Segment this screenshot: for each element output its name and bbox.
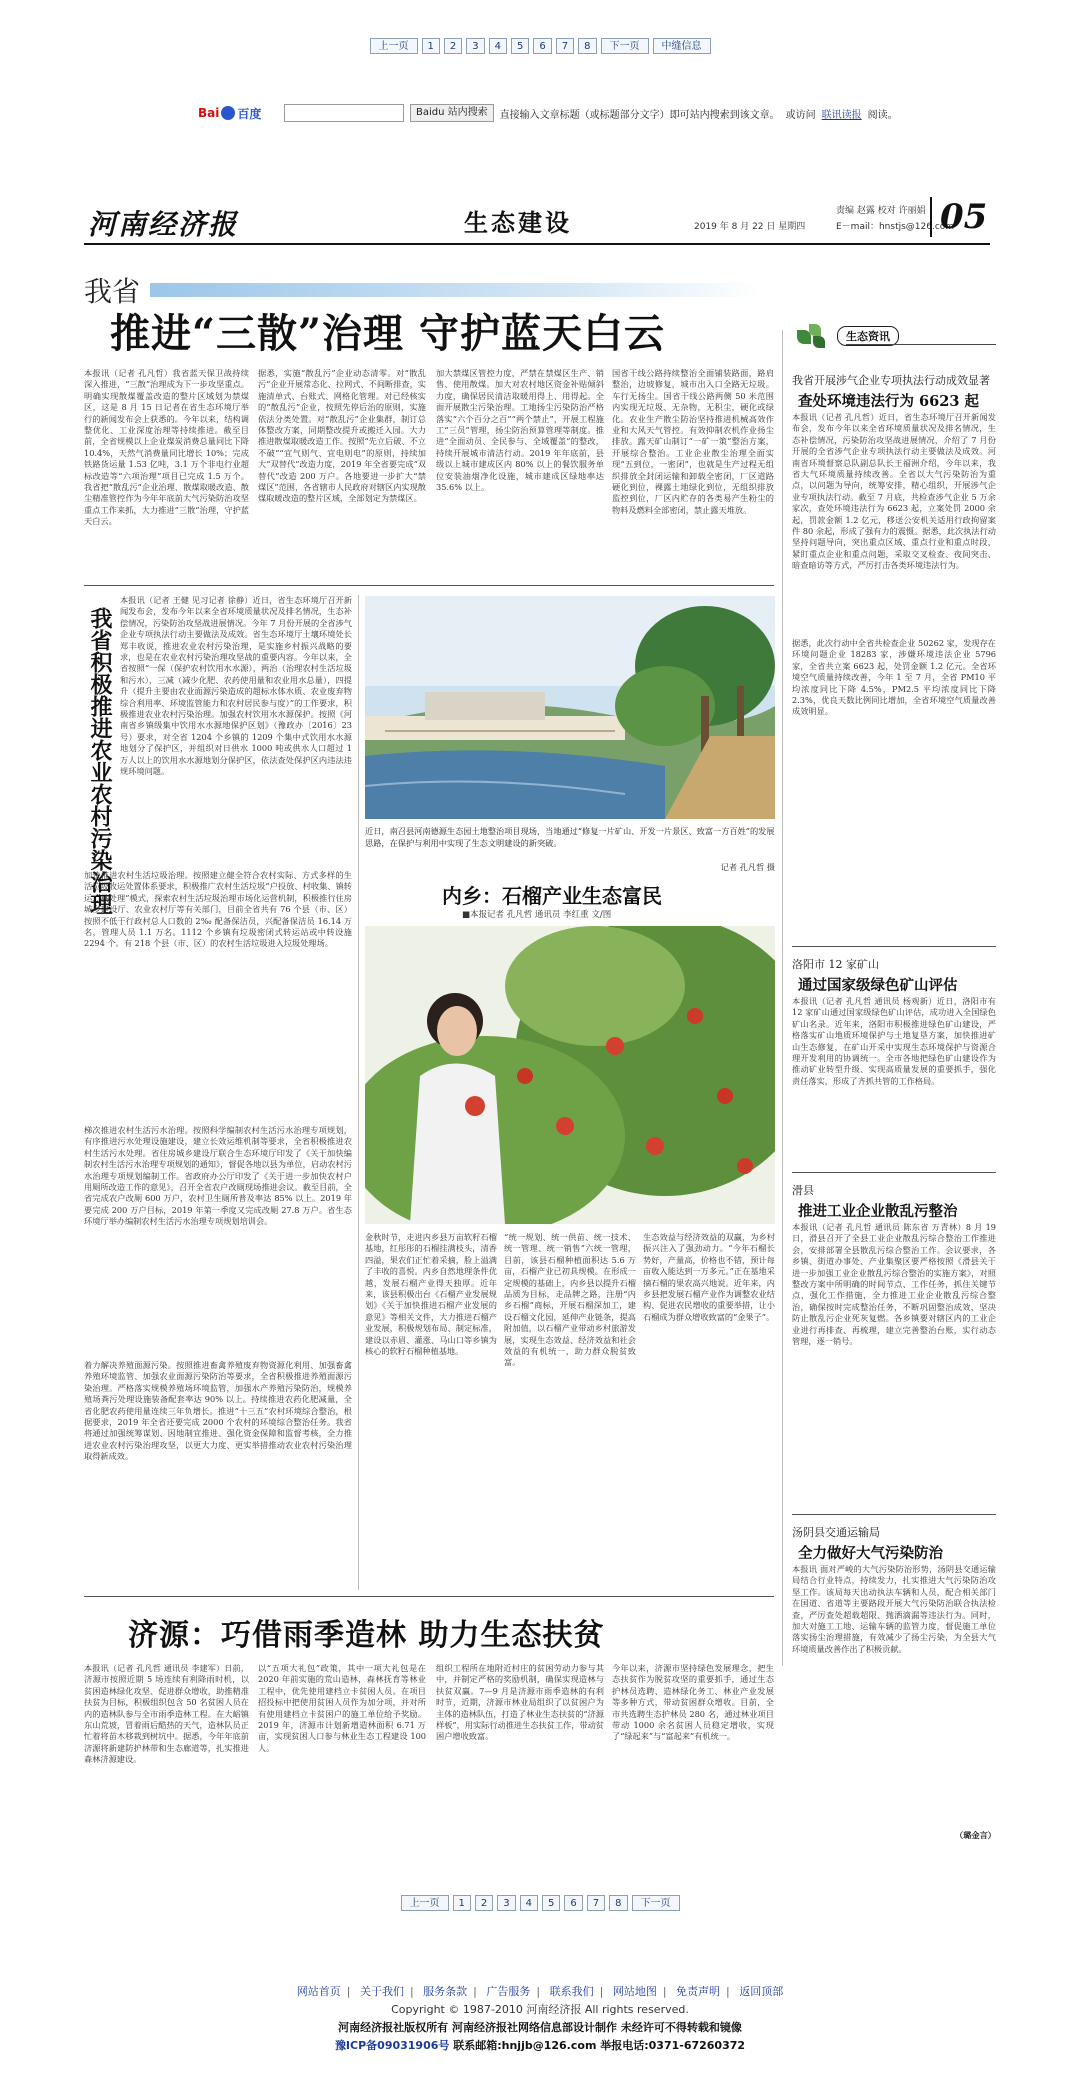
owner-notice: 河南经济报社版权所有 河南经济报社网络信息部设计制作 未经许可不得转载和镜像 (338, 2021, 742, 2034)
sidebar-item-3-headline[interactable]: 推进工业企业散乱污整治 (798, 1203, 958, 1220)
lead-headline[interactable]: 推进“三散”治理 守护蓝天白云 (110, 310, 665, 357)
divider (792, 1172, 996, 1173)
sidebar-item-1-body-2: 据悉，此次行动中全省共检查企业 50262 家，发现存在环境问题企业 18283 家，涉嫌环境违法企业 5796 家，全省共立案 6623 起，处罚金额 1.2 亿元。全省环境空气质量持续改善，今年 1 至 7 月，全省 PM10 平均浓度同比下降 4.5%，PM2.5 平均浓度同比下降 2.3%，优良天数比例同比增加，全省环境空气质量改善成效明显。 (792, 638, 996, 717)
rural-column-1c: 梯次推进农村生活污水治理。按照科学编制农村生活污水治理专项规划，有序推进污水处理设施建设，建立长效运维机制等要求，全省积极推进农村生活污水处理。省住房城乡建设厅联合生态环境厅印发了《关于加快编制农村生活污水治理专项规划的通知》，督促各地以县为单位，启动农村污水治理专项规划编制工作。省政府办公厅印发了《关于进一步加快农村户用厕所改造工作的意见》，召开全省农户改厕现场推进会议。截至目前，全省完成农户改厕 600 万户，农村卫生厕所普及率达 85% 以上。2019 年要完成 200 万户目标，2019 年第一季度又完成改厕 27.8 万户。省生态环境厅举办编制农村生活污水治理专项规划培训会。 (84, 1125, 352, 1227)
pomegranate-column-2: “统一规划、统一供苗、统一技术、统一管理、统一销售”六统一管理，目前，该县石榴种植面积达 5.6 万亩，石榴产业已初具规模。在形成一定规模的基础上，内乡县以提升石榴品质为目标，走品牌之路，注册“内乡石榴”商标，开展石榴深加工，建设石榴文化园，延伸产业链条，提高附加值，以石榴产业带动乡村旅游发展，实现生态效益、经济效益和社会效益的有机统一，助力群众脱贫致富。 (504, 1232, 636, 1368)
pager-page-3[interactable]: 3 (497, 1895, 515, 1911)
jiyuan-column-1: 本报讯（记者 孔凡哲 通讯员 李建军）日前，济源市按照近期 5 场连续有利降雨时机，以贫困造林绿化攻坚、促进群众增收，助推精准扶贫为目标，积极组织包含 50 名贫困人员在内的造林队参与全市雨季造林工程。在大峪镇东山荒坡，冒着雨后酷热的天气，造林队员正忙着将苗木移栽到树坑中。据悉，今年年底前济源将新建防护林带和生态廊道等，扎实推进森林济源建设。 (84, 1663, 249, 1765)
rural-column-1b: 加快推进农村生活垃圾治理。按照建立健全符合农村实际、方式多样的生活垃圾收运处置体系要求，积极推广农村生活垃圾“户投放、村收集、镇转运、县处理”模式，探索农村生活垃圾治理市场化运营机制，积极推行住房城乡建设厅、农业农村厅等有关部门，目前全省共有 76 个县（市、区）按照不低于行政村总人口数的 2‰ 配备保洁员，兴配备保洁员 16.14 万名，管理人员 1.1 万名。1112 个乡镇有垃圾密闭式转运站或中转设施 2294 个。有 218 个县（市、区）的农村生活垃圾进入垃圾处理场。 (84, 870, 352, 949)
sidebar-header (795, 322, 899, 350)
jiyuan-column-2: 以“五项大礼包”政策，其中一项大礼包是在 2020 年前实施的荒山造林，森林抚育等林业工程中，优先使用建档立卡贫困人员。在项目招投标中把使用贫困人员作为加分项，并对所有使用建档立卡贫困户的施工单位给予奖励。2019 年，济源市计划新增造林面积 6.71 万亩，实现贫困人口参与林业生态工程建设 100 人。 (258, 1663, 426, 1753)
divider (792, 946, 996, 947)
pager-next-button[interactable]: 下一页 (632, 1895, 680, 1911)
lead-column-4: 国省干线公路持续整治全面铺装路面，路肩整治，边坡修复，城市出入口全路无垃圾。车行无扬尘。国省干线公路两侧 50 米范围内实现无垃圾、无杂物，无积尘，硬化或绿化。农业生产散尘防治坚持推进机械高效作业和大风天气管控。有效抑制农机作业扬尘排放。露天矿山制订“一矿一策”整治方案，开展综合整治。工业企业散尘治理全面实现“五到位，一密闭”，也就是生产过程无组织排放全封闭运输和卸载全密闭，厂区道路硬化到位，裸露土地绿化到位，无组织排放监控到位，厂区内贮存的各类易产生粉尘的物料及燃料全部密闭，禁止露天堆放。 (612, 368, 774, 515)
copyright: Copyright © 1987-2010 河南经济报 All rights reserved. (391, 2003, 689, 2016)
pager-page-7[interactable]: 7 (587, 1895, 605, 1911)
search-or: 或访问 (785, 109, 816, 121)
footer-link-disclaimer[interactable]: 免责声明 (676, 1985, 721, 1998)
pager-page-5[interactable]: 5 (542, 1895, 560, 1911)
sidebar-item-4-headline[interactable]: 全力做好大气污染防治 (798, 1545, 943, 1562)
pomegranate-photo (365, 926, 775, 1224)
lead-column-2: 据悉，实施“散乱污”企业动态清零。对“散乱污”企业开展常态化、拉网式、不间断排查，实施清单式、台账式、网格化管理。对已经核实的“散乱污”企业，按照先停后治的原则，实施依法分类处置。对“散乱污”企业集群，制订总体整改方案，同期整改提升或搬迁入园。大力推进散煤取暖改造工作。按照“先立后破、不立不破”“宜气则气、宜电则电”的原则，持续加大“双替代”改造力度，2019 年全省要完成“双替代”改造 200 万户。各地要进一步扩大“禁煤区”范围，各省辖市人民政府对辖区内实现散煤取暖改造的整片区域，全部划定为禁煤区。 (258, 368, 426, 504)
pager-page-3[interactable]: 3 (466, 38, 484, 54)
divider (84, 1596, 774, 1597)
leaf-icon (795, 322, 831, 350)
pager-page-7[interactable]: 7 (556, 38, 574, 54)
pager-next-button[interactable]: 下一页 (601, 38, 649, 54)
sidebar-item-2-kicker: 洛阳市 12 家矿山 (792, 958, 879, 971)
sidebar-item-2-body: 本报讯（记者 孔凡哲 通讯员 杨观新）近日，洛阳市有 12 家矿山通过国家级绿色矿山评估，成功进入全国绿色矿山名录。近年来，洛阳市积极推进绿色矿山建设，严格落实矿山地质环境保护与土地复垦方案，加快推进矿山生态修复，在矿山开采中实现生态环境保护与资源合理开发利用的协调统一。全市各地把绿色矿山建设作为推动矿业转型升级、实现高质量发展的重要抓手，强化责任落实，形成了齐抓共管的工作格局。 (792, 996, 996, 1086)
pager-page-1[interactable]: 1 (453, 1895, 471, 1911)
sidebar-item-3-body: 本报讯（记者 孔凡哲 通讯员 陈东省 万青林）8 月 19 日，滑县召开了全县工业企业散乱污综合整治工作推进会，安排部署全县散乱污综合整治工作。会议要求，各乡镇、街道办事处、产业集聚区要严格按照《滑县关于进一步加强工业企业散乱污综合整治的实施方案》，对照整改方案中所明确的时间节点、工作任务，抓住关键节点，强化工作措施，全力推进工业企业散乱污综合整治，确保按时完成整治任务，不断巩固整治成效，坚决防止散乱污企业死灰复燃。各乡镇要对辖区内的工业企业进行再排查、再梳理，建立完善整治台账，实行动态管理，逐一销号。 (792, 1222, 996, 1347)
contact-line (0, 2037, 1080, 2053)
orchard-photo-icon (365, 926, 775, 1224)
rural-column-1d: 着力解决养殖面源污染。按照推进畜禽养殖废弃物资源化利用、加强畜禽养殖环境监管、加强农业面源污染防治等要求，全省积极推进养殖面源污染治理。严格落实规模养殖场环境监管，加强水产养殖污染防治，规模养殖场粪污处理设施装备配套率达 90% 以上。持续推进农药化肥减量，全省化肥农药使用量连续三年负增长。推进“十三五”农村环境综合整治，根据要求，2019 年全省还要完成 2000 个农村的环境综合整治任务。我省将通过加强统筹谋划、因地制宜推进、强化资金保障和监督考核，全力推进农业农村污染治理攻坚，以更大力度、更实举措推动农业农村污染治理取得新成效。 (84, 1360, 352, 1462)
pomegranate-column-1: 金秋时节，走进内乡县万亩软籽石榴基地，红彤彤的石榴挂满枝头，清香四溢，果农们正忙着采摘，脸上溢满了丰收的喜悦。内乡自然地理条件优越，发展石榴产业得天独厚。近年来，该县积极出台《石榴产业发展规划》《关于加快推进石榴产业发展的意见》等相关文件，大力推进石榴产业发展，积极规划布局、制定标准，建设以赤眉、灌涨、马山口等乡镇为核心的软籽石榴种植基地。 (365, 1232, 497, 1357)
jiyuan-column-3: 组织工程所在地附近村庄的贫困劳动力参与其中，并制定严格的奖励机制，确保实现造林与扶贫双赢。7—9 月是济源市雨季造林的有利时节，近期，济源市林业局组织了以贫困户为主体的造林队伍，打造了林业生态扶贫的“济源样板”，用实际行动推进生态扶贫工作，带动贫困户增收致富。 (436, 1663, 604, 1742)
photo-credit: 记者 孔凡哲 摄 (720, 862, 775, 872)
search-input[interactable] (284, 104, 404, 122)
footer-link-sitemap[interactable]: 网站地图 (612, 1985, 657, 1998)
pager-bottom (0, 1895, 1080, 1911)
sidebar-item-2-headline[interactable]: 通过国家级绿色矿山评估 (798, 977, 958, 994)
pager-outline-button[interactable]: 中缝信息 (653, 38, 711, 54)
jiyuan-headline[interactable]: 济源：巧借雨季造林 助力生态扶贫 (128, 1618, 605, 1653)
sidebar-item-3-kicker: 滑县 (792, 1184, 814, 1197)
sidebar-item-4-author: （璐金言） (955, 1830, 996, 1840)
editors: 责编 赵露 校对 许丽娟 (836, 206, 926, 216)
pager-page-2[interactable]: 2 (444, 38, 462, 54)
search-hint: 直接输入文章标题（或标题部分文字）即可站内搜索到该文章。 (499, 109, 780, 121)
site-search (198, 104, 898, 122)
pager-page-1[interactable]: 1 (422, 38, 440, 54)
sidebar-divider (782, 330, 783, 1666)
rural-headline[interactable]: 我省积极推进农业农村污染治理 (87, 607, 113, 915)
pomegranate-byline: ■本报记者 孔凡哲 通讯员 李红重 文/图 (462, 910, 612, 920)
rural-column-1a: 本报讯（记者 王健 见习记者 徐静）近日，省生态环境厅召开新闻发布会，发布今年以来全省环境质量状况及排名情况，生态补偿情况，污染防治攻坚战进展情况。今年 7 月份开展的全省涉气企业专项执法行动主要做法及成效。省生态环境厅土壤环境处长郑丰收说，推进农业农村污染治理，是实施乡村振兴战略的要求，也是在农业农村污染治理攻坚战的重要内容。今年以来，全省按照“一保（保护农村饮用水水源），两治（治理农村生活垃圾和污水），三减（减少化肥、农药使用量和农业用水总量），四提升（提升主要由农业面源污染造成的超标水体水质、农业废弃物综合利用率、环境监管能力和农村居民参与度）”的工作要求，积极推进农业农村污染治理。加强农村饮用水水源保护。按照《河南省乡镇级集中饮用水水源地保护区划》（豫政办〔2016〕23 号）要求，对全省 1204 个乡镇的 1209 个集中式饮用水水源地划分了保护区，并组织对日供水 1000 吨或供水人口超过 1 万人以上的饮用水水源地划分保护区，依法查处保护区内违法违规环境问题。 (120, 595, 352, 777)
footer-link-contact[interactable]: 联系我们 (549, 1985, 594, 1998)
footer-link-terms[interactable]: 服务条款 (423, 1985, 468, 1998)
footer-link-home[interactable]: 网站首页 (296, 1985, 341, 1998)
newspaper-brand: 河南经济报 (88, 208, 239, 241)
park-photo-icon (365, 596, 775, 819)
search-read: 阅读。 (867, 109, 898, 121)
divider (792, 1514, 996, 1515)
contact-info: 联系邮箱:hnjjb@126.com 举报电话:0371-67260372 (453, 2039, 746, 2052)
section-title: 生态建设 (464, 208, 572, 237)
divider (84, 585, 774, 586)
sidebar-item-1-kicker: 我省开展涉气企业专项执法行动成效显著 (792, 374, 990, 387)
masthead (84, 195, 990, 245)
sidebar-item-4-kicker: 汤阴县交通运输局 (792, 1526, 880, 1539)
reader-link[interactable]: 联讯读报 (821, 109, 862, 121)
editor-email: E－mail：hnstjs@126.com (836, 222, 955, 232)
photo-caption: 近日，南召县河南德源生态园土地整治项目现场，当地通过“修复一片矿山、开发一片景区、致富一方百姓”的发展思路，在保护与利用中实现了生态文明建设的新突破。 (365, 826, 775, 848)
icp-link[interactable]: 豫ICP备09031906号 (334, 2039, 450, 2052)
pager-page-8[interactable]: 8 (578, 38, 596, 54)
sidebar-item-1-headline[interactable]: 查处环境违法行为 6623 起 (798, 393, 979, 410)
sidebar-item-4-body: 本报讯 面对严峻的大气污染防治形势，汤阴县交通运输局结合行业特点，持续发力，扎实推进大气污染防治攻坚工作。该局每天出动执法车辆和人员，配合相关部门在国道、省道等主要路段开展大气污染防治联合执法检查，严厉查处超载超限、抛洒滴漏等违法行为。同时，加大对施工工地、运输车辆的监管力度，督促施工单位落实扬尘治理措施，有效减少了扬尘污染，为全县大气环境质量改善作出了积极贡献。 (792, 1564, 996, 1654)
paw-icon (221, 106, 235, 120)
landscape-photo (365, 596, 775, 819)
footer-link-top[interactable]: 返回顶部 (739, 1985, 784, 1998)
search-button[interactable]: Baidu 站内搜索 (410, 104, 494, 122)
divider (846, 344, 996, 345)
divider (358, 595, 359, 1590)
pager-prev-button[interactable]: 上一页 (401, 1895, 449, 1911)
lead-column-3: 加大禁煤区管控力度，严禁在禁煤区生产、销售、使用散煤。加大对农村地区资金补贴倾斜力度，确保居民清洁取暖用得上、用得起。全面开展散尘污染治理。工地扬尘污染防治严格落实“六个百分之百”“两个禁止”，开展工程施工“三员”管理，扬尘防治预算管理等制度。推进“全面动员、全民参与、全域覆盖”的整改，持续开展城市清洁行动。2019 年年底前，县级以上城市建成区内 80% 以上的餐饮服务单位安装油烟净化设施，城市建成区绿地率达 35.6% 以上。 (436, 368, 604, 493)
pager-page-4[interactable]: 4 (520, 1895, 538, 1911)
footer-link-ads[interactable]: 广告服务 (486, 1985, 531, 1998)
footer-link-about[interactable]: 关于我们 (359, 1985, 404, 1998)
kicker-bar (150, 283, 760, 297)
pomegranate-column-3: 生态效益与经济效益的双赢，为乡村振兴注入了强劲动力。“今年石榴长势好，产量高，价格也不错，预计每亩收入能达到一万多元。”正在基地采摘石榴的果农高兴地说。近年来，内乡县把发展石榴产业作为调整农业结构、促进农民增收的重要举措，让小石榴成为群众增收致富的“金果子”。 (643, 1232, 775, 1322)
pager-page-4[interactable]: 4 (489, 38, 507, 54)
pager-page-8[interactable]: 8 (609, 1895, 627, 1911)
pager-prev-button[interactable]: 上一页 (370, 38, 418, 54)
pager-page-5[interactable]: 5 (511, 38, 529, 54)
pager-page-6[interactable]: 6 (533, 38, 551, 54)
page-number: 05 (930, 197, 987, 237)
pager-page-2[interactable]: 2 (475, 1895, 493, 1911)
sidebar-tag: 生态资讯 (837, 326, 899, 346)
footer-nav: 网站首页 | 关于我们 | 服务条款 | 广告服务 | 联系我们 | 网站地图 | 免责声明 | 返回顶部 (296, 1985, 784, 1998)
baidu-logo: Bai 百度 (198, 106, 262, 121)
sidebar-item-1-body: 本报讯（记者 孔凡哲）近日，省生态环境厅召开新闻发布会，发布今年以来全省环境质量状况及排名情况，生态补偿情况，污染防治攻坚战进展情况，介绍了 7 月份开展的全省涉气企业专项执法行动主要做法及成效。河南省环境督察总队副总队长王福洲介绍，今年以来，我省大气环境质量持续改善。全省以大气污染防治为重点，以问题为导向，统筹安排，精心组织，开展涉气企业专项执法行动。截至 7 月底，共检查涉气企业 5 万余家次，查处环境违法行为 6623 起，立案处罚 2000 余起，罚款金额 1.2 亿元，移送公安机关适用行政拘留案件 80 余起，形成了强有力的震慑。据悉，此次执法行动坚持问题导向，突出重点区域、重点行业和重点时段，紧盯重点企业和重点问题，采取交叉检查、夜间突击、暗查暗访等方式，严厉打击各类环境违法行为。 (792, 412, 996, 571)
issue-date: 2019 年 8 月 22 日 星期四 (694, 222, 806, 232)
lead-column-1: 本报讯（记者 孔凡哲）我省蓝天保卫战持续深入推进，“三散”治理成为下一步攻坚重点。明确实现散煤覆盖改造的整片区域划为禁煤区，这是 8 月 15 日记者在省生态环境厅举行的新闻发布会上获悉的。今年以来，结构调整优化、工业深度治理等持续推进。截至目前，全省规模以上企业煤炭消费总量同比下降 10.4%，天然气消费量同比增长 10%；完成铁路货运量 1.53 亿吨，3.1 万个非电行业超标改造等“六项治理”项目已完成 1.5 万个。我省把“散乱污”企业治理、散煤取暖改造、散尘精准管控作为今年年底前大气污染防治攻坚重点工作来抓，大力推进“三散”治理，守护蓝天白云。 (84, 368, 249, 527)
pager-page-6[interactable]: 6 (564, 1895, 582, 1911)
pager-top (0, 38, 1080, 54)
pomegranate-headline[interactable]: 内乡：石榴产业生态富民 (442, 884, 662, 908)
jiyuan-column-4: 今年以来，济源市坚持绿色发展理念，把生态扶贫作为脱贫攻坚的重要抓手，通过生态护林员选聘、造林绿化务工、林业产业发展等多种方式，带动贫困群众增收。目前，全市共选聘生态护林员 280 名，通过林业项目带动 1000 余名贫困人员稳定增收，实现了“绿起来”与“富起来”有机统一。 (612, 1663, 774, 1742)
lead-kicker: 我省 (84, 275, 141, 308)
